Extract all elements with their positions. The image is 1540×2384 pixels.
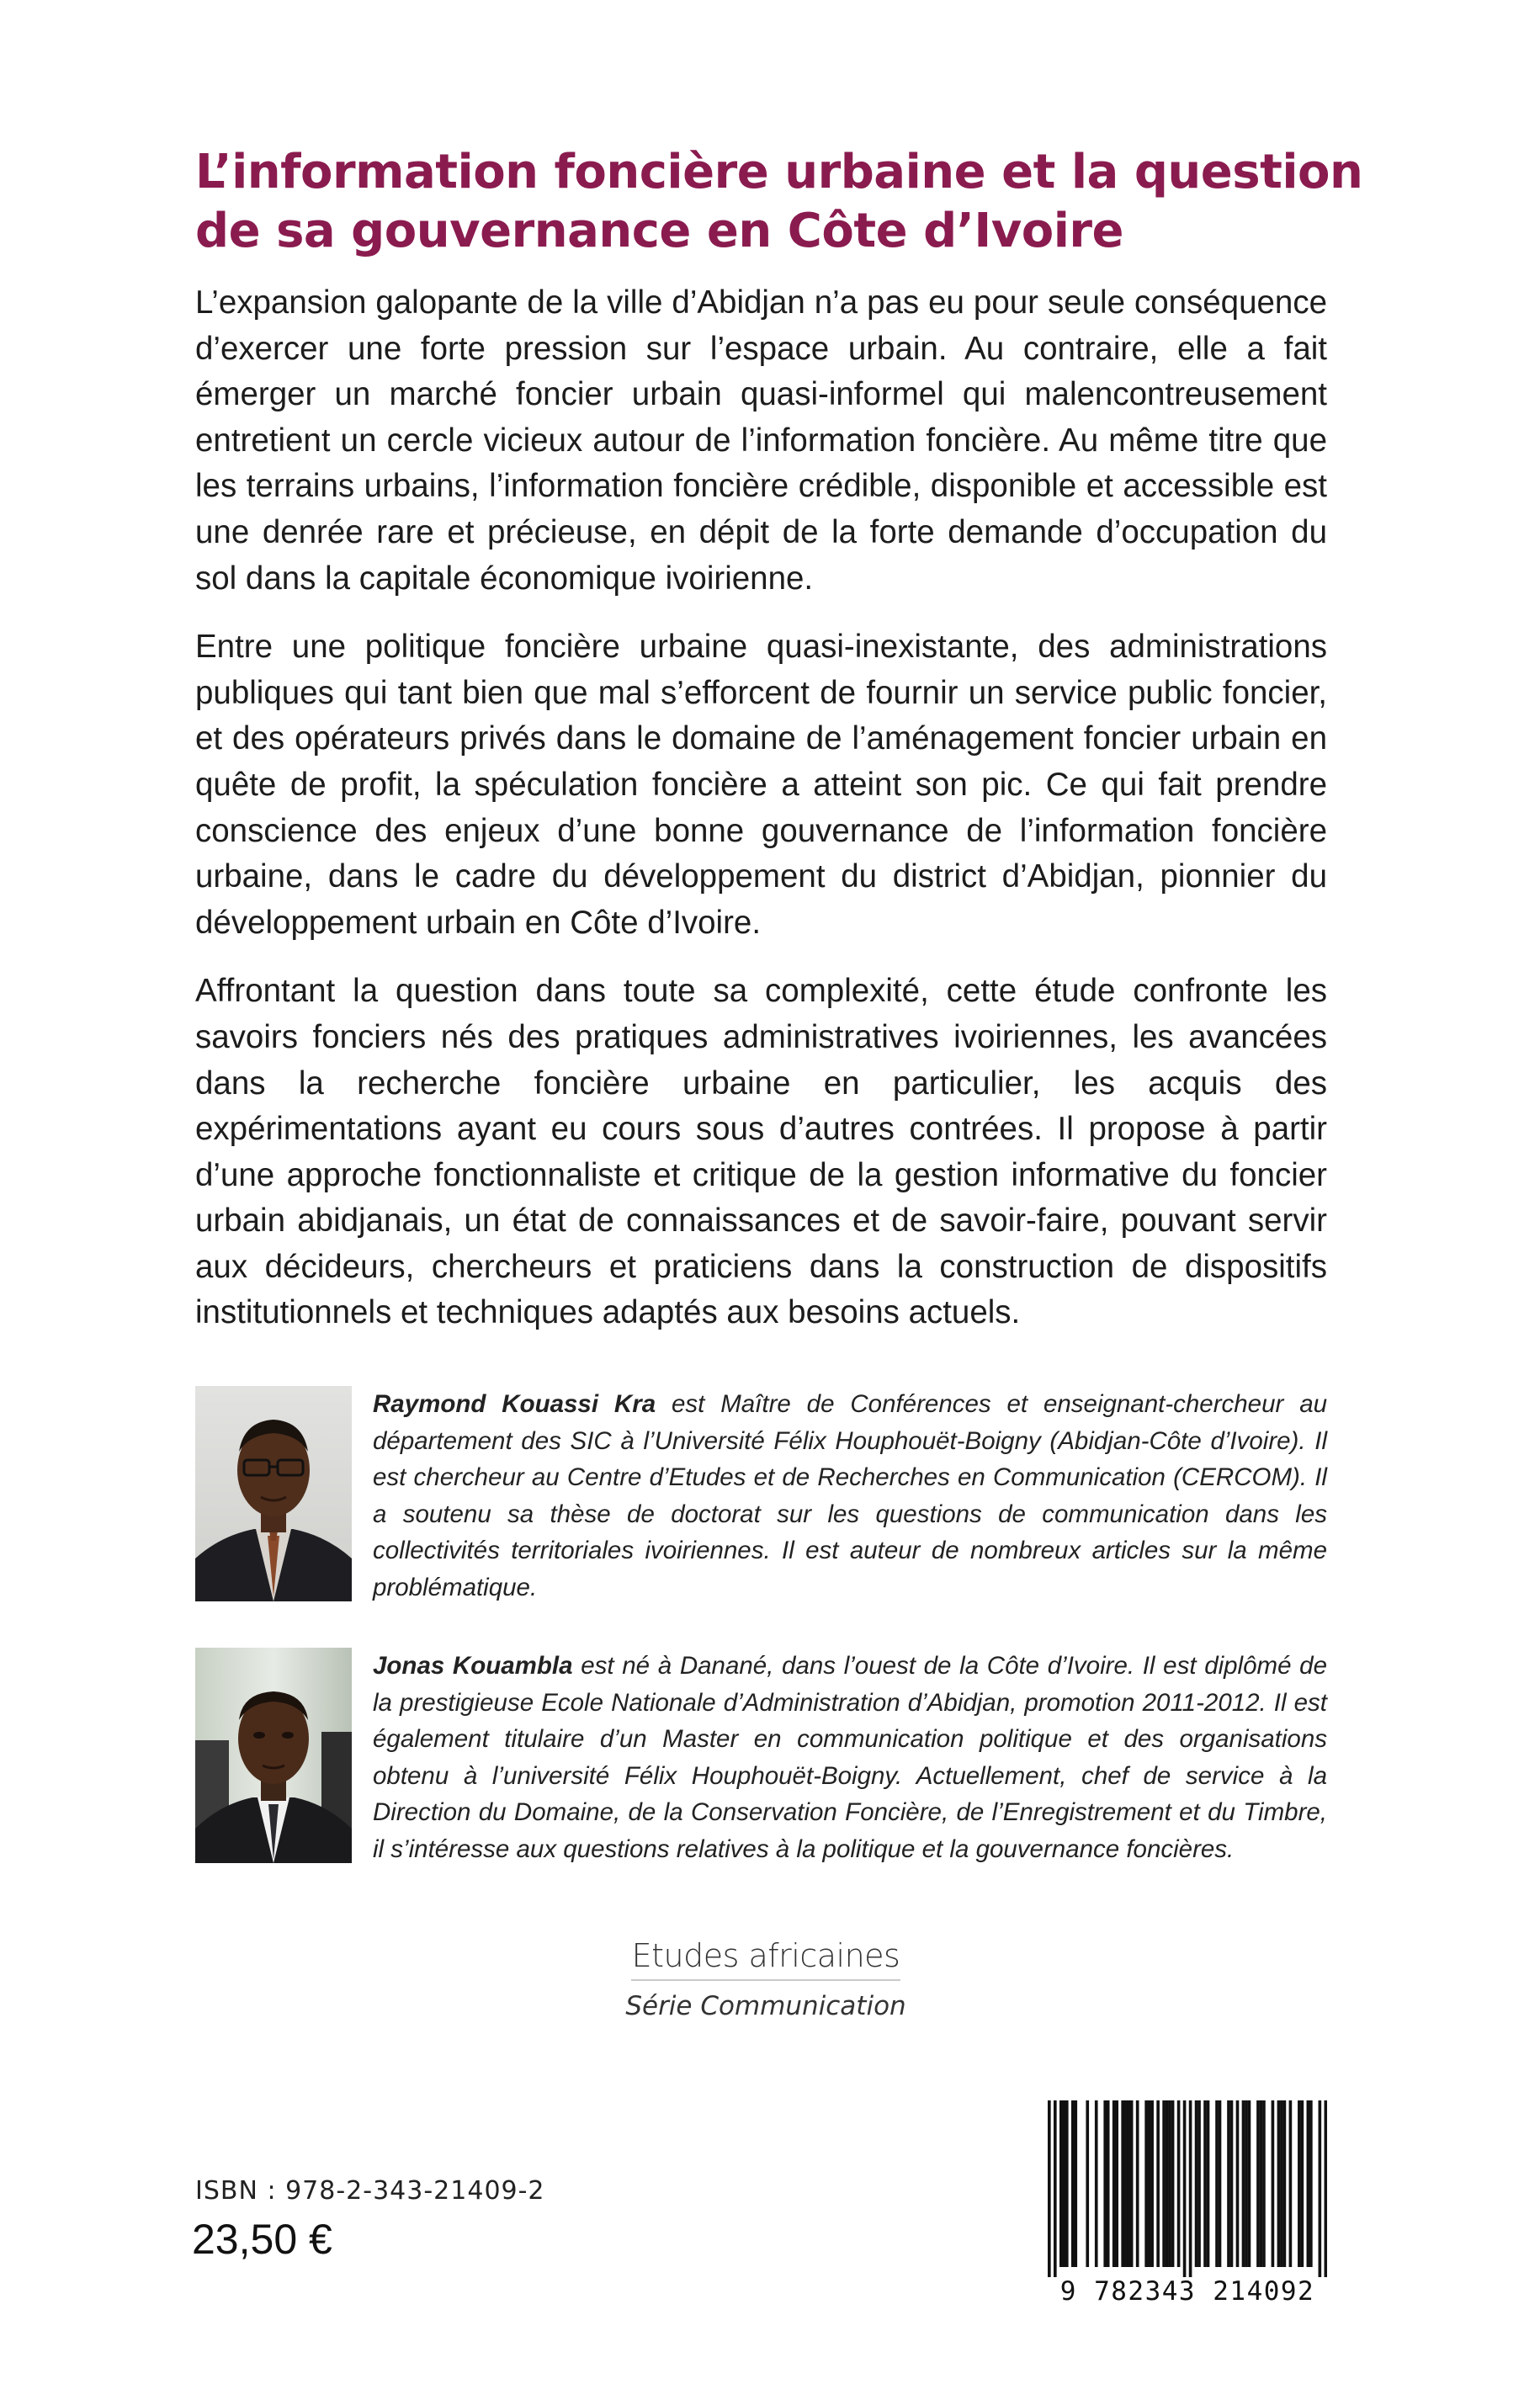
barcode-bar (1309, 2100, 1313, 2267)
barcode-bar (1260, 2100, 1263, 2267)
author-bio-text-1 (373, 1386, 1327, 1606)
barcode-bar (1124, 2100, 1128, 2267)
book-title-line-1: L’information foncière urbaine et la question (195, 145, 1363, 199)
author-name-1: Raymond Kouassi Kra (373, 1390, 656, 1418)
author-photo-1 (195, 1386, 352, 1601)
isbn: ISBN : 978-2-343-21409-2 (195, 2176, 545, 2206)
author-name-2: Jonas Kouambla (373, 1652, 573, 1680)
blurb-paragraph: L’expansion galopante de la ville d’Abidjan n’a pas eu pour seule conséquence d’exercer une forte pression sur l’espace urbain. Au contraire, elle a fait émerger un marché foncier urbain quasi-informel qui malencontreusement entretient un cercle vicieux autour de l’information foncière. Au même titre que les terrains urbains, l’information foncière crédible, disponible et accessible est une denrée rare et précieuse, en dépit de la forte demande d’occupation du sol dans la capitale économique ivoirienne. (195, 284, 1327, 597)
book-title (195, 143, 1415, 261)
collection-series: Série Communication (625, 1991, 906, 2021)
author-bio-text-2 (373, 1648, 1327, 1867)
barcode-bar (1166, 2100, 1169, 2267)
barcode-digits: 9 782343 214092 (1059, 2276, 1315, 2307)
barcode-bar (1171, 2100, 1175, 2267)
barcode-bar (1059, 2100, 1063, 2267)
barcode-bar (1156, 2100, 1160, 2267)
barcode-bar (1207, 2100, 1210, 2267)
author-portrait-1 (195, 1386, 352, 1601)
barcode-bar (1177, 2100, 1181, 2267)
barcode-bar (1301, 2100, 1304, 2267)
barcode-bar (1121, 2100, 1124, 2267)
book-title-line-2: de sa gouvernance en Côte d’Ivoire (195, 204, 1124, 258)
barcode-bar (1107, 2100, 1110, 2267)
barcode-bar (1277, 2100, 1281, 2267)
author-photo-2 (195, 1648, 352, 1863)
barcode (1048, 2100, 1327, 2277)
barcode-bar (1319, 2100, 1322, 2277)
barcode-bar (1215, 2100, 1219, 2267)
barcode-bar (1227, 2100, 1230, 2267)
barcode-bar (1219, 2100, 1222, 2267)
blurb (195, 280, 1327, 1359)
barcode-bar (1162, 2100, 1166, 2267)
barcode-bar (1242, 2100, 1245, 2267)
price: 23,50 € (192, 2216, 332, 2263)
barcode-bar (1280, 2100, 1283, 2267)
barcode-bar (1115, 2100, 1118, 2267)
barcode-bar (1148, 2100, 1151, 2267)
collection-name: Etudes africaines (631, 1937, 900, 1981)
barcode-bar (1113, 2100, 1116, 2267)
barcode-bar (1095, 2100, 1098, 2267)
barcode-bar (1262, 2100, 1266, 2267)
barcode-bar (1307, 2100, 1310, 2267)
barcode-bar (1256, 2100, 1260, 2267)
barcode-bar (1289, 2100, 1293, 2267)
barcode-bar (1168, 2100, 1171, 2267)
barcode-bar (1062, 2100, 1065, 2267)
barcode-bar (1086, 2100, 1089, 2267)
barcode-bar (1130, 2100, 1134, 2267)
blurb-paragraph: Entre une politique foncière urbaine quasi-inexistante, des administrations publiques qui tant bien que mal s’efforcent de fournir un service public foncier, et des opérateurs privés dans le domaine de l’aménagement foncier urbain en quête de profit, la spéculation foncière a atteint son pic. Ce qui fait prendre conscience des enjeux d’une bonne gouvernance de l’information foncière urbaine, dans le cadre du développement du district d’Abidjan, pionnier du développement urbain en Côte d’Ivoire. (195, 629, 1327, 941)
barcode-bar (1144, 2100, 1148, 2267)
barcode-bar (1136, 2100, 1139, 2267)
barcode-bar (1189, 2100, 1192, 2277)
author-bio-body-1: est Maître de Conférences et enseignant-chercheur au département des SIC à l’Université Félix Houphouët-Boigny (Abidjan-Côte d’Ivoire). Il est chercheur au Centre d’Etudes et de Recherches en Communication (CERCOM). Il a soutenu sa thèse de doctorat sur les questions de communication dans les collectivités territoriales ivoiriennes. Il est auteur de nombreux articles sur la même problématique. (373, 1390, 1328, 1601)
author-portrait-2 (195, 1648, 352, 1863)
author-bio-1 (195, 1386, 1327, 1605)
barcode-bar (1071, 2100, 1075, 2267)
barcode-bar (1298, 2100, 1301, 2267)
barcode-bar (1103, 2100, 1107, 2267)
barcode-bar (1230, 2100, 1234, 2267)
barcode-bar (1127, 2100, 1130, 2267)
barcode-bar (1325, 2100, 1327, 2277)
barcode-bar (1245, 2100, 1248, 2267)
author-bio-2 (195, 1648, 1327, 1866)
collection-block (589, 1937, 943, 2021)
barcode-bar (1248, 2100, 1251, 2267)
blurb-paragraph: Affrontant la question dans toute sa complexité, cette étude confronte les savoirs fonciers nés des pratiques administratives ivoiriennes, les avancées dans la recherche foncière urbaine en particulier, les acquis des expérimentations ayant eu cours sous d’autres contrées. Il propose à partir d’une approche fonctionnaliste et critique de la gestion informative du foncier urbain abidjanais, un état de connaissances et de savoir-faire, pouvant servir aux décideurs, chercheurs et praticiens dans la construction de dispositifs institutionnels et techniques adaptés aux besoins actuels. (195, 973, 1327, 1331)
barcode-bar (1150, 2100, 1154, 2267)
author-bio-body-2: est né à Danané, dans l’ouest de la Côte d’Ivoire. Il est diplômé de la prestigieuse Ecole Nationale d’Administration d’Abidjan, promotion 2011-2012. Il est également titulaire d’un Master en communication politique et des organisations obtenu à l’université Félix Houphouët-Boigny. Actuellement, chef de service à la Direction du Domaine, de la Conservation Foncière, de l’Enregistrement et du Timbre, il s’intéresse aux questions relatives à la politique et la gouvernance foncières. (373, 1652, 1327, 1863)
barcode-bar (1283, 2100, 1287, 2267)
barcode-bar (1203, 2100, 1207, 2267)
barcode-bar (1065, 2100, 1069, 2267)
barcode-bar (1197, 2100, 1201, 2267)
barcode-bar (1054, 2100, 1057, 2277)
barcode-bar (1048, 2100, 1051, 2277)
barcode-bar (1272, 2100, 1275, 2267)
barcode-bar (1195, 2100, 1198, 2267)
barcode-bar (1183, 2100, 1187, 2277)
barcode-bar (1074, 2100, 1077, 2267)
barcode-bar (1236, 2100, 1240, 2267)
